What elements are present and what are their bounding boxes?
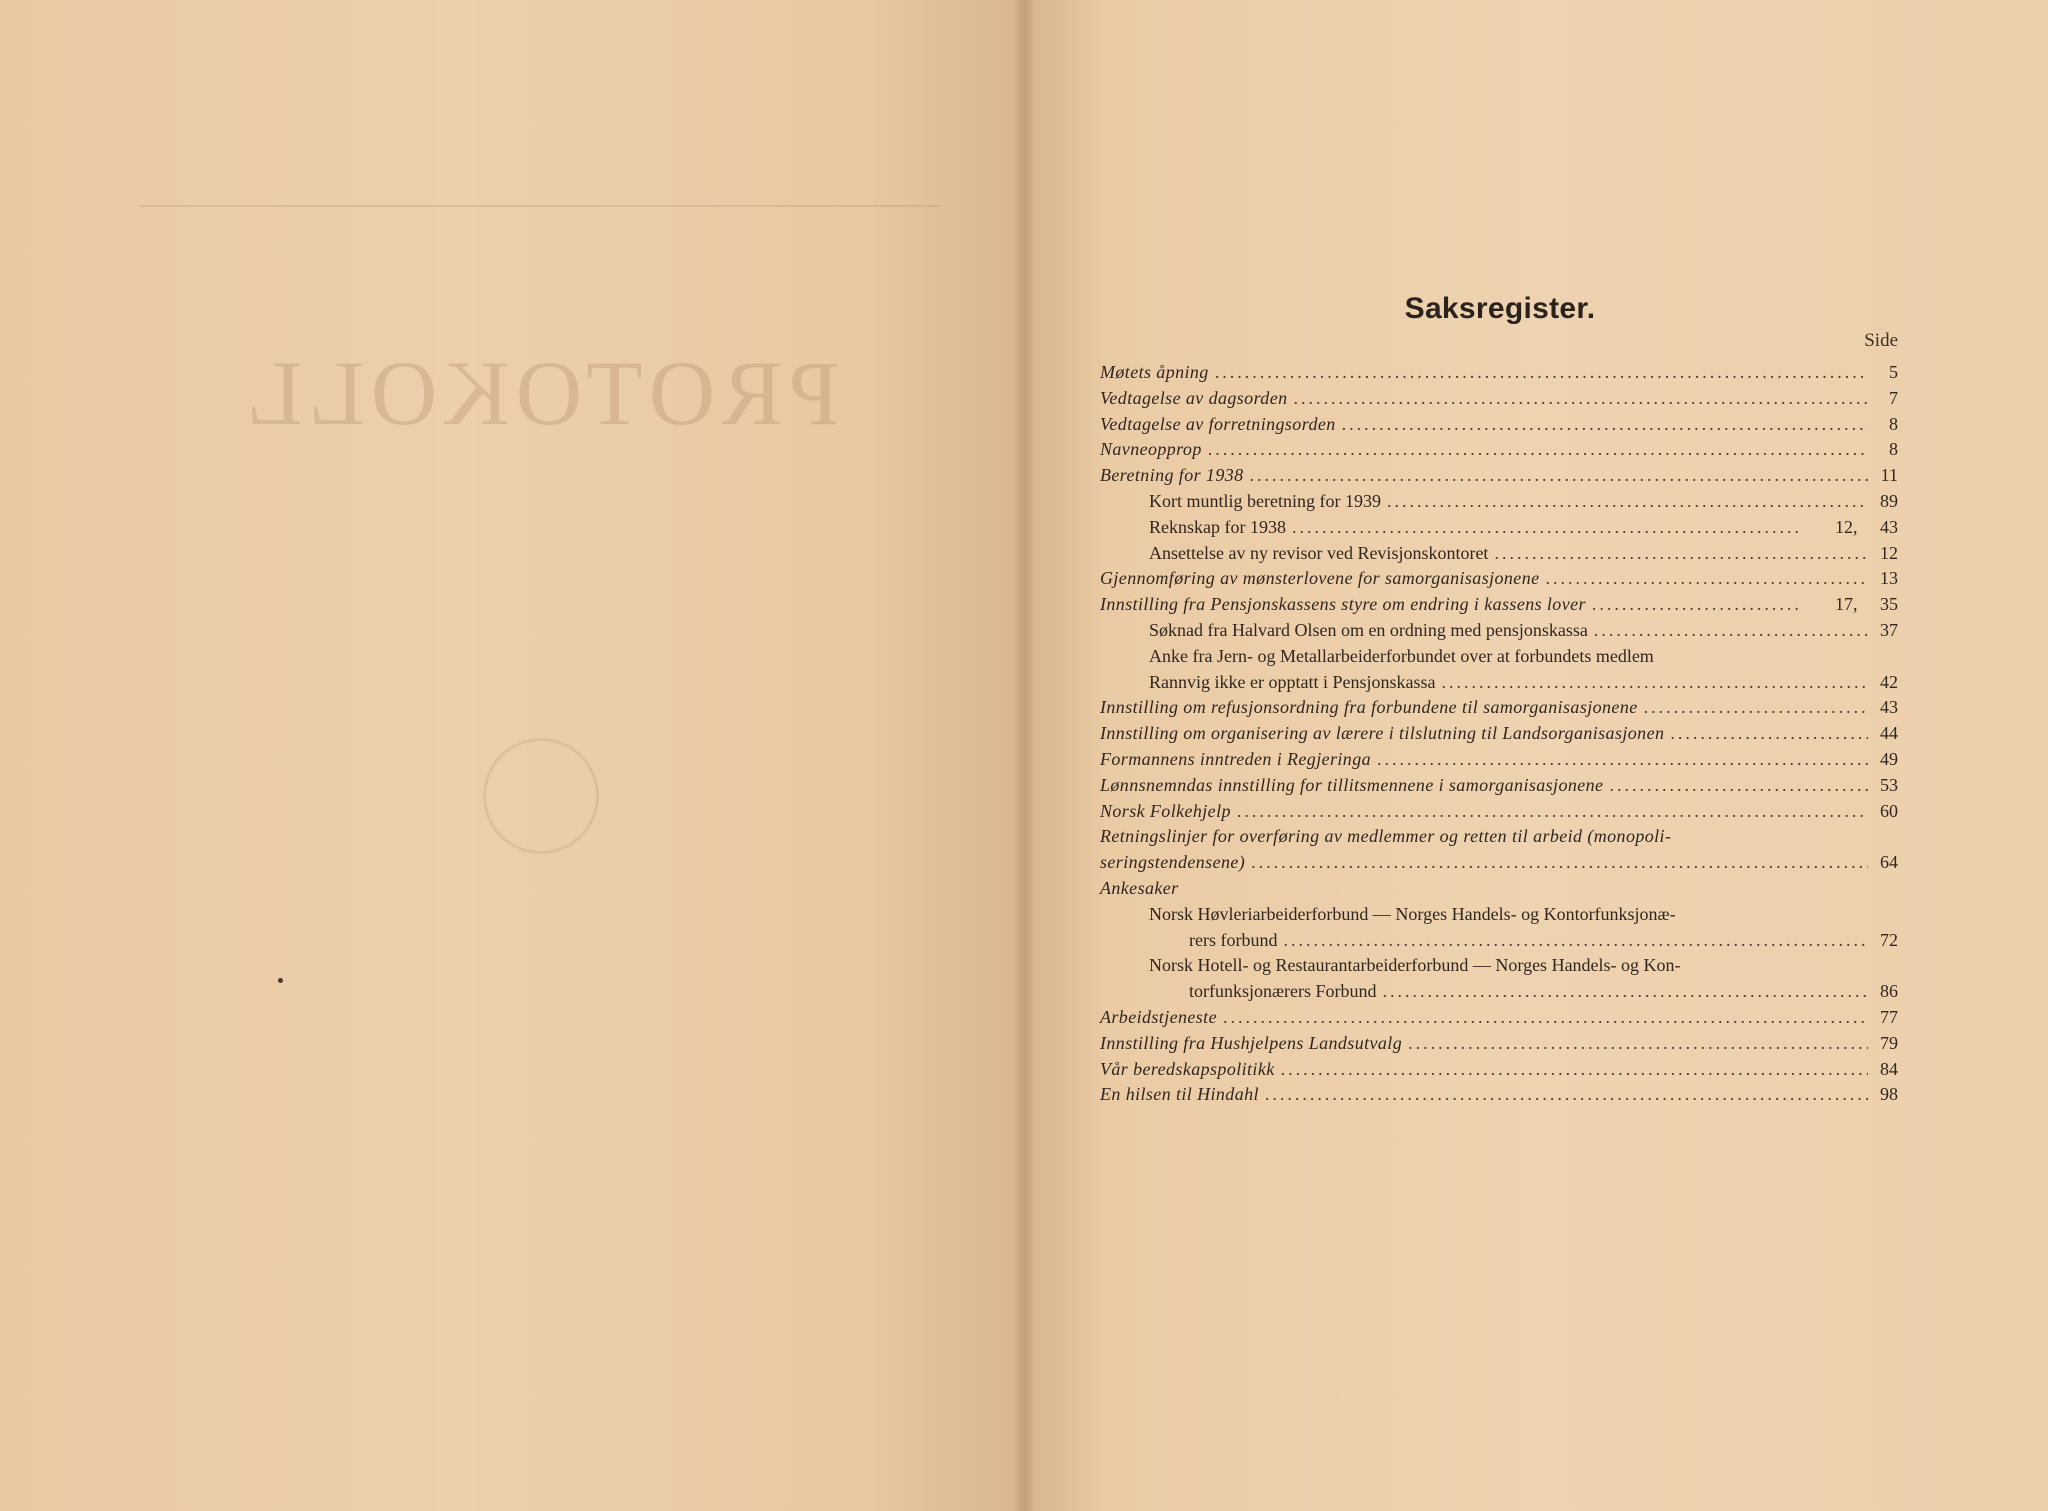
toc-entry-page: 12, 43 [1835,516,1898,537]
leader-dots [1387,489,1868,515]
paper-speck [278,978,283,983]
toc-entry-page: 89 [1880,490,1898,511]
leader-dots [1644,695,1868,721]
toc-entry [1100,953,1898,979]
toc-entry-text: Ankesaker [1100,877,1179,898]
toc-entry-page: 37 [1880,619,1898,640]
toc-entry [1100,515,1898,541]
toc-entry [1100,928,1898,954]
toc-entry-page: 5 [1889,362,1898,382]
bleed-through-rule [140,205,940,207]
toc-entries [1100,360,1898,1108]
toc-entry [1100,618,1898,644]
leader-dots [1283,928,1868,954]
toc-entry-text: Innstilling om organisering av lærere i tilslutning til Landsorganisasjonen [1100,723,1665,744]
toc-entry-page: 84 [1880,1058,1898,1079]
leader-dots [1342,412,1868,438]
toc-entry-page: 42 [1880,671,1898,692]
toc-entry-text: Møtets åpning [1100,362,1209,382]
toc-entry [1100,566,1898,592]
leader-dots [1237,799,1868,825]
toc-entry-text: Beretning for 1938 [1100,465,1244,486]
toc-entry-text: Rannvig ikke er opptatt i Pensjonskassa [1149,671,1436,692]
leader-dots [1377,747,1868,773]
leader-dots [1292,515,1802,541]
toc-entry-page: 12 [1880,542,1898,563]
toc-entry-text: Vedtagelse av forretningsorden [1100,413,1336,434]
toc-entry-page: 72 [1880,929,1898,950]
toc-entry [1100,670,1898,696]
leader-dots [1609,773,1868,799]
bleed-through-title: PROTOKOLL [240,342,840,444]
toc-entry [1100,463,1898,489]
bleed-through-emblem [483,738,599,854]
toc-entry [1100,902,1898,928]
toc-entry-text: Anke fra Jern- og Metallarbeiderforbundet over at forbundets medlem [1149,645,1654,666]
toc-entry-page: 13 [1880,568,1898,589]
leader-dots [1383,979,1869,1005]
toc-entry-page: 86 [1880,981,1898,1002]
toc-entry-page: 79 [1880,1032,1898,1053]
toc-entry [1100,592,1898,618]
toc-entry-text: Arbeidstjeneste [1100,1006,1217,1027]
leader-dots [1408,1031,1868,1057]
toc-entry-text: Vedtagelse av dagsorden [1100,387,1288,408]
leader-dots [1223,1005,1868,1031]
toc-entry-text: seringstendensene) [1100,852,1246,873]
toc-entry [1100,773,1898,799]
leader-dots [1494,541,1868,567]
toc-entry-page: 64 [1880,852,1898,873]
toc-entry-page: 43 [1880,697,1898,718]
toc-entry-text: Innstilling fra Hushjelpens Landsutvalg [1100,1032,1403,1053]
toc-entry [1100,695,1898,721]
toc-entry-text: En hilsen til Hindahl [1100,1084,1259,1105]
toc-entry-page: 8 [1889,439,1898,460]
leader-dots [1594,618,1868,644]
toc-entry-text: Norsk Folkehjelp [1100,800,1231,821]
leader-dots [1441,670,1868,696]
toc-entry-page: 44 [1880,723,1898,744]
toc-entry-text: Vår beredskapspolitikk [1100,1058,1275,1079]
toc-entry-page: 98 [1880,1084,1898,1105]
leader-dots [1215,360,1868,386]
leader-dots [1294,386,1869,412]
toc-entry-page: 60 [1880,800,1898,821]
toc-entry [1100,850,1898,876]
leader-dots [1670,721,1868,747]
book-gutter [1014,0,1034,1511]
toc-entry [1100,541,1898,567]
toc-entry-text: Lønnsnemndas innstilling for tillitsmennene i samorganisasjonene [1100,774,1604,795]
toc-entry [1100,489,1898,515]
page-title: Saksregister. [1404,292,1596,325]
toc-entry-page: 77 [1880,1006,1898,1027]
toc-entry-text: Innstilling fra Pensjonskassens styre om endring i kassens lover [1100,594,1586,615]
toc-entry-text: Norsk Høvleriarbeiderforbund — Norges Handels- og Kontorfunksjonæ- [1149,903,1676,924]
toc-entry-text: Reknskap for 1938 [1149,516,1286,537]
toc-entry [1100,799,1898,825]
toc-entry [1100,386,1898,412]
toc-entry-text: Kort muntlig beretning for 1939 [1149,490,1381,511]
toc-entry [1100,979,1898,1005]
toc-entry-page: 11 [1880,465,1898,486]
leader-dots [1546,566,1869,592]
toc-entry-page: 7 [1889,387,1898,408]
toc-entry-text: Formannens inntreden i Regjeringa [1100,748,1371,769]
toc-entry [1100,824,1898,850]
toc-entry [1100,1005,1898,1031]
toc-entry [1100,1082,1898,1108]
toc-entry [1100,1031,1898,1057]
toc-entry [1100,644,1898,670]
side-column-label: Side [1864,330,1898,351]
toc-entry-text: Gjennomføring av mønsterlovene for samorganisasjonene [1100,568,1540,589]
toc-entry-page: 49 [1880,748,1898,769]
toc-entry-text: Norsk Hotell- og Restaurantarbeiderforbund — Norges Handels- og Kon- [1149,955,1681,976]
toc-entry-text: Retningslinjer for overføring av medlemmer og retten til arbeid (monopoli- [1100,826,1672,847]
toc-entry-text: Navneopprop [1100,439,1202,460]
toc-entry [1100,876,1898,902]
leader-dots [1250,463,1868,489]
toc-entry-page: 17, 35 [1835,594,1898,615]
toc-entry-text: Ansettelse av ny revisor ved Revisjonskontoret [1149,542,1489,563]
toc-entry-text: torfunksjonærers Forbund [1189,981,1377,1002]
toc-entry [1100,721,1898,747]
toc-entry [1100,360,1898,386]
toc-entry [1100,412,1898,438]
toc-entry-text: Innstilling om refusjonsordning fra forbundene til samorganisasjonene [1100,697,1638,718]
leader-dots [1592,592,1802,618]
toc-entry [1100,747,1898,773]
leader-dots [1251,850,1868,876]
toc-entry-text: Søknad fra Halvard Olsen om en ordning med pensjonskassa [1149,619,1588,640]
leader-dots [1208,437,1868,463]
leader-dots [1265,1082,1868,1108]
toc-entry-page: 8 [1889,413,1898,434]
toc-entry [1100,1057,1898,1083]
toc-entry-text: rers forbund [1189,929,1278,950]
toc-entry-page: 53 [1880,774,1898,795]
leader-dots [1281,1057,1868,1083]
toc-entry [1100,437,1898,463]
